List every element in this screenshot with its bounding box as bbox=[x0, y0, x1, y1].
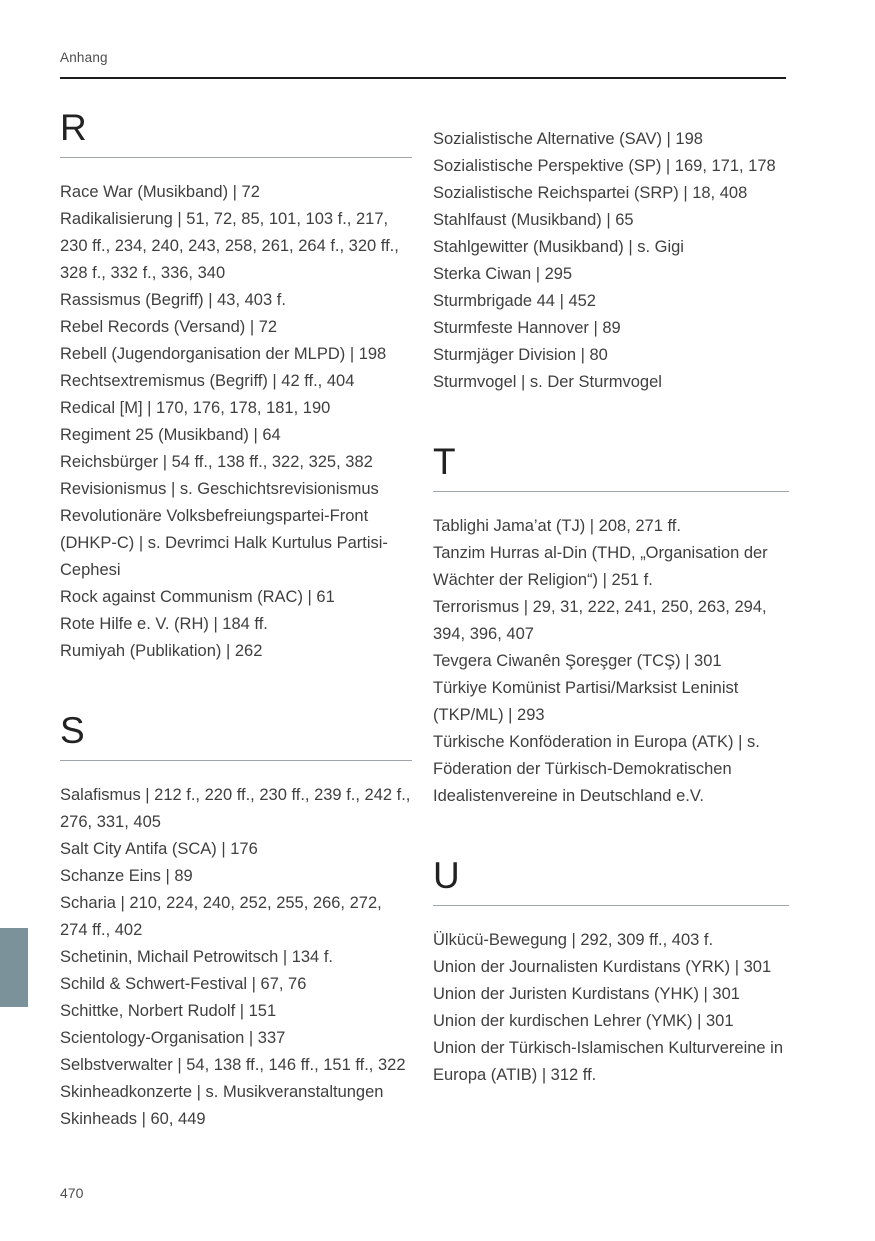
index-entry: Revolutionäre Volksbefreiungspartei-Front (DHKP-C) | s. Devrimci Halk Kurtulus Partisi-Cephesi bbox=[60, 507, 388, 579]
index-entry: Schanze Eins | 89 bbox=[60, 867, 193, 885]
index-entry: Sozialistische Alternative (SAV) | 198 bbox=[433, 130, 703, 148]
index-entry: Tevgera Ciwanên Şoreşger (TCŞ) | 301 bbox=[433, 652, 722, 670]
letter-heading-s: S bbox=[60, 711, 412, 761]
index-entry: Rassismus (Begriff) | 43, 403 f. bbox=[60, 291, 286, 309]
index-entry: Union der Journalisten Kurdistans (YRK) | 301 bbox=[433, 958, 772, 976]
page-number: 470 bbox=[60, 1185, 84, 1201]
index-entry-list bbox=[433, 126, 789, 396]
letter-heading-u: U bbox=[433, 856, 789, 906]
index-entry: Tanzim Hurras al-Din (THD, „Organisation der Wächter der Religion“) | 251 f. bbox=[433, 544, 768, 589]
index-section-s bbox=[60, 711, 412, 1133]
index-entry: Scientology-Organisation | 337 bbox=[60, 1029, 286, 1047]
index-entry: Skinheads | 60, 449 bbox=[60, 1110, 206, 1128]
index-entry: Rote Hilfe e. V. (RH) | 184 ff. bbox=[60, 615, 268, 633]
index-entry: Schetinin, Michail Petrowitsch | 134 f. bbox=[60, 948, 333, 966]
index-entry: Terrorismus | 29, 31, 222, 241, 250, 263, 294, 394, 396, 407 bbox=[433, 598, 767, 643]
index-entry: Salafismus | 212 f., 220 ff., 230 ff., 239 f., 242 f., 276, 331, 405 bbox=[60, 786, 411, 831]
index-entry: Rebel Records (Versand) | 72 bbox=[60, 318, 278, 336]
index-section-continued bbox=[433, 126, 789, 396]
index-entry: Salt City Antifa (SCA) | 176 bbox=[60, 840, 258, 858]
index-entry: Union der Juristen Kurdistans (YHK) | 301 bbox=[433, 985, 740, 1003]
index-entry: Tablighi Jama’at (TJ) | 208, 271 ff. bbox=[433, 517, 681, 535]
index-entry-list bbox=[60, 179, 412, 665]
index-entry: Union der Türkisch-Islamischen Kulturvereine in Europa (ATIB) | 312 ff. bbox=[433, 1039, 784, 1084]
index-entry: Sozialistische Reichspartei (SRP) | 18, 408 bbox=[433, 184, 748, 202]
index-entry: Scharia | 210, 224, 240, 252, 255, 266, 272, 274 ff., 402 bbox=[60, 894, 382, 939]
index-entry: Ülkücü-Bewegung | 292, 309 ff., 403 f. bbox=[433, 931, 714, 949]
index-section-t bbox=[433, 442, 789, 810]
index-entry: Redical [M] | 170, 176, 178, 181, 190 bbox=[60, 399, 331, 417]
index-entry: Rock against Communism (RAC) | 61 bbox=[60, 588, 335, 606]
letter-heading-r: R bbox=[60, 108, 412, 158]
index-entry: Stahlfaust (Musikband) | 65 bbox=[433, 211, 634, 229]
index-entry: Sozialistische Perspektive (SP) | 169, 171, 178 bbox=[433, 157, 776, 175]
header-rule bbox=[60, 77, 786, 79]
index-section-r bbox=[60, 108, 412, 665]
running-head: Anhang bbox=[60, 50, 108, 65]
index-column-right bbox=[433, 126, 789, 1089]
index-entry: Radikalisierung | 51, 72, 85, 101, 103 f., 217, 230 ff., 234, 240, 243, 258, 261, 264 f., 320 ff., 328 f., 332 f., 336, 340 bbox=[60, 210, 399, 282]
index-entry: Sturmbrigade 44 | 452 bbox=[433, 292, 596, 310]
index-entry: Sterka Ciwan | 295 bbox=[433, 265, 573, 283]
index-entry: Türkische Konföderation in Europa (ATK) | s. Föderation der Türkisch-Demokratischen Idealistenvereine in Deutschland e.V. bbox=[433, 733, 760, 805]
index-entry-list bbox=[60, 782, 412, 1133]
index-section-u bbox=[433, 856, 789, 1089]
index-entry: Sturmjäger Division | 80 bbox=[433, 346, 608, 364]
index-column-left bbox=[60, 108, 412, 1133]
index-entry: Reichsbürger | 54 ff., 138 ff., 322, 325, 382 bbox=[60, 453, 373, 471]
index-entry-list bbox=[433, 927, 789, 1089]
index-entry: Schild & Schwert-Festival | 67, 76 bbox=[60, 975, 307, 993]
index-entry: Skinheadkonzerte | s. Musikveranstaltungen bbox=[60, 1083, 384, 1101]
chapter-thumb-tab bbox=[0, 928, 28, 1007]
index-entry-list bbox=[433, 513, 789, 810]
index-entry: Race War (Musikband) | 72 bbox=[60, 183, 260, 201]
index-entry: Selbstverwalter | 54, 138 ff., 146 ff., 151 ff., 322 bbox=[60, 1056, 406, 1074]
index-entry: Stahlgewitter (Musikband) | s. Gigi bbox=[433, 238, 684, 256]
letter-heading-t: T bbox=[433, 442, 789, 492]
index-entry: Regiment 25 (Musikband) | 64 bbox=[60, 426, 281, 444]
index-entry: Türkiye Komünist Partisi/Marksist Leninist (TKP/ML) | 293 bbox=[433, 679, 739, 724]
index-entry: Rumiyah (Publikation) | 262 bbox=[60, 642, 263, 660]
index-entry: Union der kurdischen Lehrer (YMK) | 301 bbox=[433, 1012, 734, 1030]
index-entry: Rebell (Jugendorganisation der MLPD) | 198 bbox=[60, 345, 387, 363]
index-entry: Sturmvogel | s. Der Sturmvogel bbox=[433, 373, 662, 391]
index-entry: Rechtsextremismus (Begriff) | 42 ff., 404 bbox=[60, 372, 355, 390]
index-entry: Revisionismus | s. Geschichtsrevisionismus bbox=[60, 480, 379, 498]
index-entry: Sturmfeste Hannover | 89 bbox=[433, 319, 621, 337]
index-entry: Schittke, Norbert Rudolf | 151 bbox=[60, 1002, 277, 1020]
